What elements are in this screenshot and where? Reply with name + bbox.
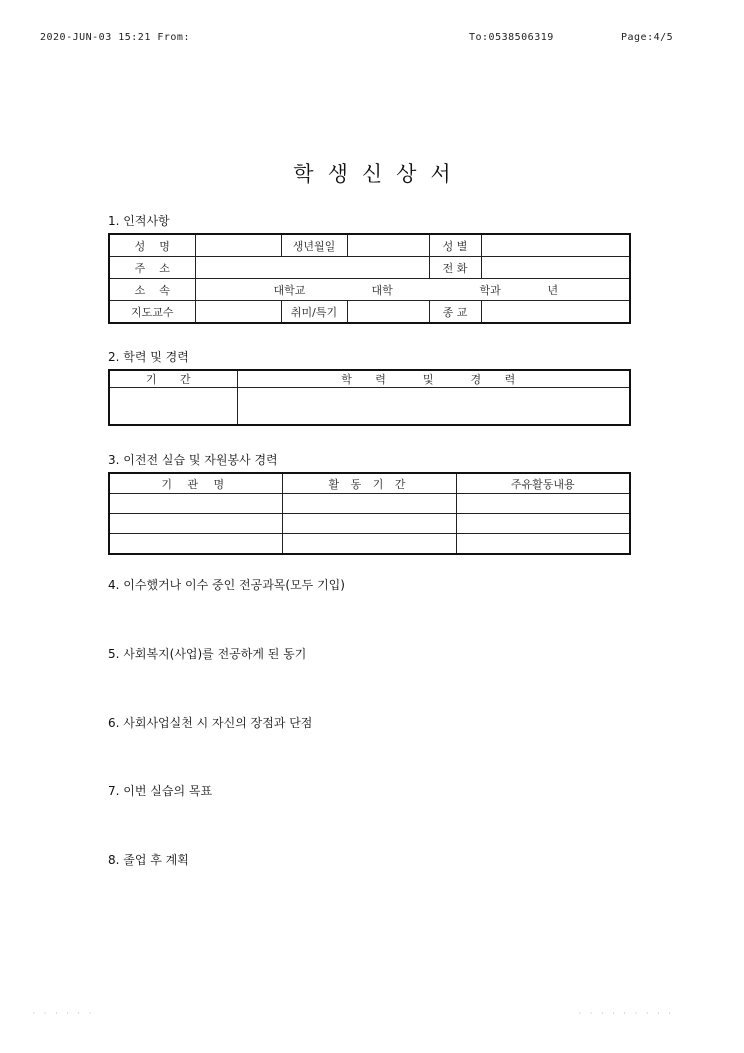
affiliation-field[interactable] — [195, 279, 630, 301]
header-activity-period: 활 동 기 간 — [282, 473, 456, 494]
label-phone: 전 화 — [429, 257, 481, 279]
institution-field[interactable] — [109, 534, 282, 555]
section-3-heading: 3. 이전전 실습 및 자원봉사 경력 — [108, 453, 278, 467]
fax-header-page: Page:4/5 — [621, 32, 674, 43]
table-row — [109, 514, 630, 534]
label-college: 대학 — [371, 284, 393, 297]
document-title: 학생신상서 — [293, 162, 465, 186]
hobby-field[interactable] — [347, 301, 429, 324]
table-row — [109, 234, 630, 257]
education-career-table — [108, 369, 631, 426]
table-row — [109, 279, 630, 301]
label-department: 학과 — [479, 284, 501, 297]
label-hobby: 취미/특기 — [281, 301, 347, 324]
label-university: 대학교 — [273, 284, 306, 297]
address-field[interactable] — [195, 257, 429, 279]
activity-period-field[interactable] — [282, 494, 456, 514]
label-advisor: 지도교수 — [109, 301, 195, 324]
institution-field[interactable] — [109, 514, 282, 534]
label-address: 주 소 — [109, 257, 195, 279]
birthdate-field[interactable] — [347, 234, 429, 257]
section-4-heading: 4. 이수했거나 이수 중인 전공과목(모두 기입) — [108, 578, 345, 592]
label-affiliation: 소 속 — [109, 279, 195, 301]
period-field[interactable] — [109, 388, 237, 426]
main-activity-field[interactable] — [456, 494, 630, 514]
header-institution: 기 관 명 — [109, 473, 282, 494]
table-row — [109, 370, 630, 388]
header-education-career: 학 력 및 경 력 — [237, 370, 630, 388]
advisor-field[interactable] — [195, 301, 281, 324]
main-activity-field[interactable] — [456, 534, 630, 555]
scan-noise-left: · · · · · · — [32, 1010, 94, 1017]
label-year: 년 — [547, 284, 559, 297]
phone-field[interactable] — [481, 257, 630, 279]
activity-period-field[interactable] — [282, 514, 456, 534]
table-row — [109, 388, 630, 426]
internship-volunteer-table — [108, 472, 631, 555]
label-birthdate: 생년월일 — [281, 234, 347, 257]
personal-info-table — [108, 233, 631, 324]
fax-header-to: To:0538506319 — [469, 32, 554, 43]
name-field[interactable] — [195, 234, 281, 257]
fax-header-datetime: 2020-JUN-03 15:21 From: — [40, 32, 190, 43]
activity-period-field[interactable] — [282, 534, 456, 555]
table-row — [109, 494, 630, 514]
education-career-field[interactable] — [237, 388, 630, 426]
section-2-heading: 2. 학력 및 경력 — [108, 350, 189, 364]
religion-field[interactable] — [481, 301, 630, 324]
table-row — [109, 534, 630, 555]
section-7-heading: 7. 이번 실습의 목표 — [108, 784, 213, 798]
main-activity-field[interactable] — [456, 514, 630, 534]
header-period: 기 간 — [109, 370, 237, 388]
table-row — [109, 473, 630, 494]
table-row — [109, 257, 630, 279]
label-name: 성 명 — [109, 234, 195, 257]
table-row — [109, 301, 630, 324]
section-5-heading: 5. 사회복지(사업)를 전공하게 된 동기 — [108, 647, 307, 661]
label-religion: 종 교 — [429, 301, 481, 324]
section-1-heading: 1. 인적사항 — [108, 214, 170, 228]
section-6-heading: 6. 사회사업실천 시 자신의 장점과 단점 — [108, 716, 313, 730]
institution-field[interactable] — [109, 494, 282, 514]
header-main-activity: 주유활동내용 — [456, 473, 630, 494]
label-gender: 성 별 — [429, 234, 481, 257]
section-8-heading: 8. 졸업 후 계획 — [108, 853, 189, 867]
gender-field[interactable] — [481, 234, 630, 257]
scan-noise-right: · · · · · · · · · — [578, 1010, 674, 1017]
